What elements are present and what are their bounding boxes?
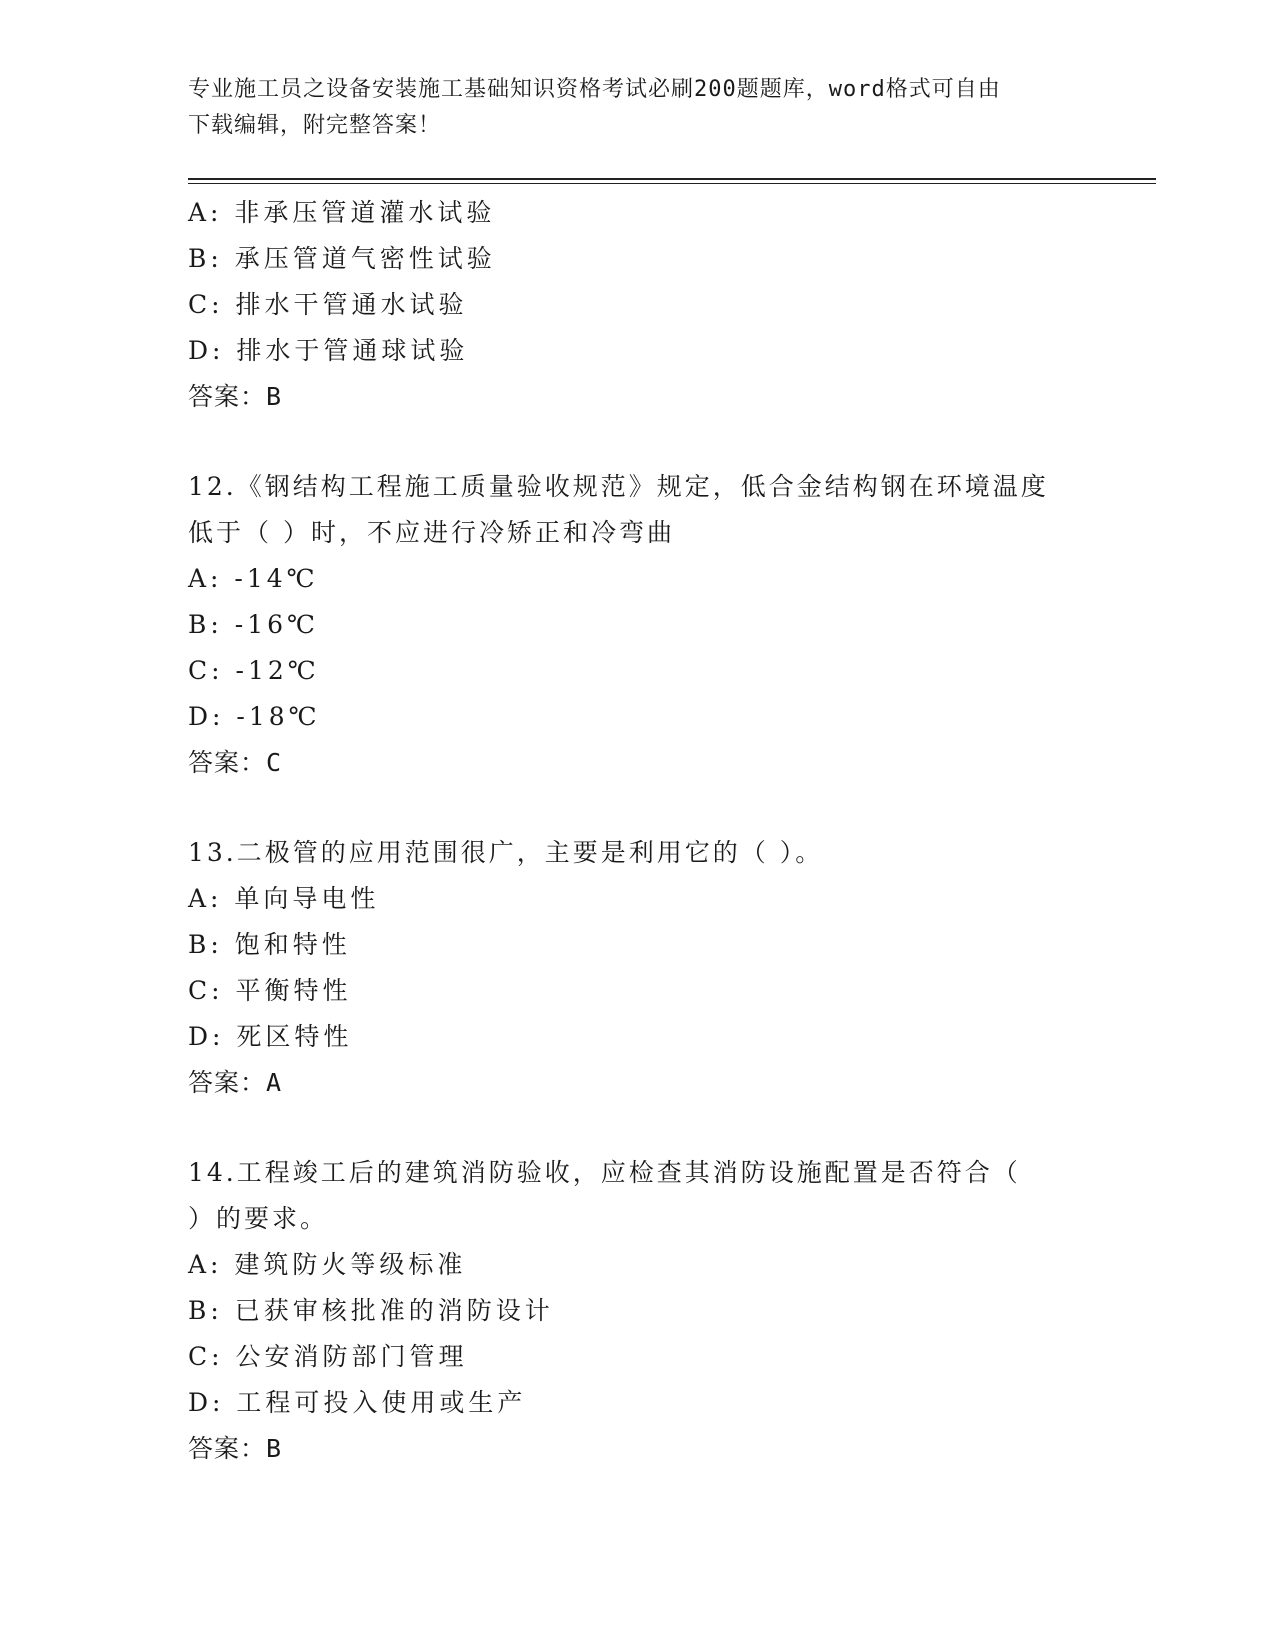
- answer-line: 答案：B: [188, 1434, 283, 1463]
- header-line-2: 下载编辑，附完整答案！: [188, 113, 442, 138]
- option-b: B: 承压管道气密性试验: [188, 244, 496, 273]
- answer-line: 答案：C: [188, 748, 283, 777]
- option-b: B: 已获审核批准的消防设计: [188, 1296, 554, 1325]
- stem-line-1: 14.工程竣工后的建筑消防验收，应检查其消防设施配置是否符合（: [188, 1158, 1021, 1187]
- question-13: [188, 830, 1088, 1106]
- question-12: [188, 464, 1088, 786]
- option-c: C: 排水干管通水试验: [188, 290, 468, 319]
- option-d: D: 排水于管通球试验: [188, 336, 469, 365]
- header-divider-thin: [188, 183, 1156, 184]
- answer-line: 答案：B: [188, 382, 283, 411]
- option-a: A: 单向导电性: [188, 884, 380, 913]
- document-header: [188, 72, 1088, 144]
- stem-line-1: 13.二极管的应用范围很广，主要是利用它的（ ）。: [188, 838, 824, 867]
- option-d: D: 死区特性: [188, 1022, 353, 1051]
- question-stem: [188, 464, 1088, 556]
- stem-line-1: 12.《钢结构工程施工质量验收规范》规定，低合金结构钢在环境温度: [188, 472, 1049, 501]
- option-c: C: 平衡特性: [188, 976, 352, 1005]
- header-divider-thick: [188, 178, 1156, 180]
- option-a: A: -14℃: [188, 564, 319, 593]
- prev-question-block: [188, 190, 1088, 420]
- option-a: A: 建筑防火等级标准: [188, 1250, 467, 1279]
- question-14: [188, 1150, 1088, 1472]
- document-body: [188, 190, 1088, 1472]
- stem-line-2: ）的要求。: [188, 1204, 329, 1233]
- option-c: C: 公安消防部门管理: [188, 1342, 468, 1371]
- option-c: C: -12℃: [188, 656, 320, 685]
- header-line-1: 专业施工员之设备安装施工基础知识资格考试必刷200题题库，word格式可自由: [188, 77, 1001, 102]
- option-d: D: -18℃: [188, 702, 321, 731]
- option-b: B: -16℃: [188, 610, 319, 639]
- stem-line-2: 低于（ ）时，不应进行冷矫正和冷弯曲: [188, 518, 675, 547]
- question-stem: [188, 1150, 1088, 1242]
- option-d: D: 工程可投入使用或生产: [188, 1388, 527, 1417]
- answer-line: 答案：A: [188, 1068, 283, 1097]
- question-stem: [188, 830, 1088, 876]
- option-b: B: 饱和特性: [188, 930, 351, 959]
- option-a: A: 非承压管道灌水试验: [188, 198, 496, 227]
